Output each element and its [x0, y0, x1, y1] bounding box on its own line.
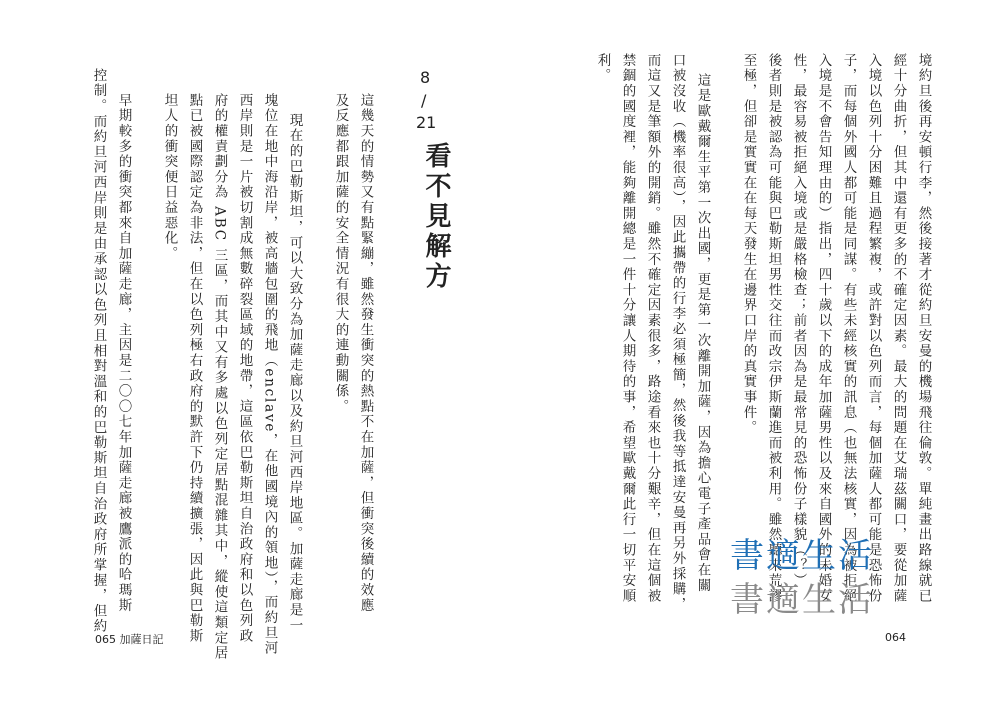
- body-column: 早期較多的衝突都來自加薩走廊，主因是二〇〇七年加薩走廊被鷹派的哈瑪斯: [115, 93, 132, 614]
- body-column: 及反應都跟加薩的安全情況有很大的連動關係。: [332, 93, 349, 415]
- body-column: 這幾天的情勢又有點緊繃，雖然發生衝突的熱點不在加薩，但衝突後續的效應: [357, 93, 374, 614]
- body-column: 西岸則是一片被切割成無數碎裂區域的地帶，這區依巴勒斯坦自治政府和以色列政: [236, 93, 253, 644]
- body-column: 入境是不會告知理由的）指出，四十歲以下的成年加薩男性以及來自國外的未婚女: [815, 53, 832, 604]
- body-column: 子，而每個外國人都可能是同謀。有些未經核實的訊息（也無法核實，因為被拒絕: [840, 53, 857, 604]
- body-column: 口被沒收（機率很高），因此攜帶的行李必須極簡，然後我等抵達安曼再另外採購，: [669, 53, 686, 613]
- chapter-date-day: 21: [416, 113, 437, 132]
- chapter-title: 看不見解方: [421, 142, 451, 292]
- chapter-date-month: 8: [420, 68, 431, 87]
- body-column: 性，最容易被拒絕入境或是嚴格檢查；前者因為是最常見的恐怖份子樣貌（？）: [790, 53, 807, 589]
- body-column: 禁錮的國度裡，能夠離開總是一件十分讓人期待的事，希望歐戴爾此行一切平安順: [619, 53, 636, 604]
- right-page-folio: 064: [885, 631, 906, 644]
- body-column: 而這又是筆額外的開銷。雖然不確定因素很多，路途看來也十分艱辛，但在這個被: [644, 53, 661, 604]
- body-column: 這是歐戴爾生平第一次出國，更是第一次離開加薩，因為擔心電子產品會在關: [694, 73, 711, 594]
- watermark-primary: 書適生活: [730, 536, 874, 576]
- body-column: 經十分曲折，但其中還有更多的不確定因素。最大的問題在艾瑞茲關口，要從加薩: [890, 53, 907, 604]
- watermark-secondary: 書適生活: [730, 580, 874, 620]
- chapter-date-separator: /: [421, 91, 427, 110]
- body-column: 塊位在地中海沿岸，被高牆包圍的飛地（enclave，在他國境內的領地），而約旦河: [261, 93, 278, 656]
- body-column: 利。: [594, 53, 611, 84]
- body-column: 坦人的衝突便日益惡化。: [161, 93, 178, 262]
- body-column: 點已被國際認定為非法，但在以色列極右政府的默許下仍持續擴張，因此與巴勒斯: [186, 93, 203, 644]
- body-column: 至極，但卻是實實在在每天發生在邊界口岸的真實事件。: [740, 53, 757, 436]
- body-column: 後者則是被認為可能與巴勒斯坦男性交往而改宗伊斯蘭進而被利用。雖然聽來荒謬: [765, 53, 782, 604]
- body-column: 境約旦後再安頓行李，然後接著才從約旦安曼的機場飛往倫敦。單純畫出路線就已: [915, 53, 932, 604]
- body-column: 府的權責劃分為 ABC 三區，而其中又有多處以色列定居點混雜其中，縱使這類定居: [211, 93, 228, 662]
- body-column: 現在的巴勒斯坦，可以大致分為加薩走廊以及約旦河西岸地區。加薩走廊是一: [286, 113, 303, 634]
- body-column: 入境以色列十分困難且過程繁複，或許對以色列而言，每個加薩人都可能是恐怖份: [865, 53, 882, 604]
- left-page-folio: 065 加薩日記: [95, 633, 164, 646]
- body-column: 控制。而約旦河西岸則是由承認以色列且相對溫和的巴勒斯坦自治政府所掌握，但約: [90, 68, 107, 635]
